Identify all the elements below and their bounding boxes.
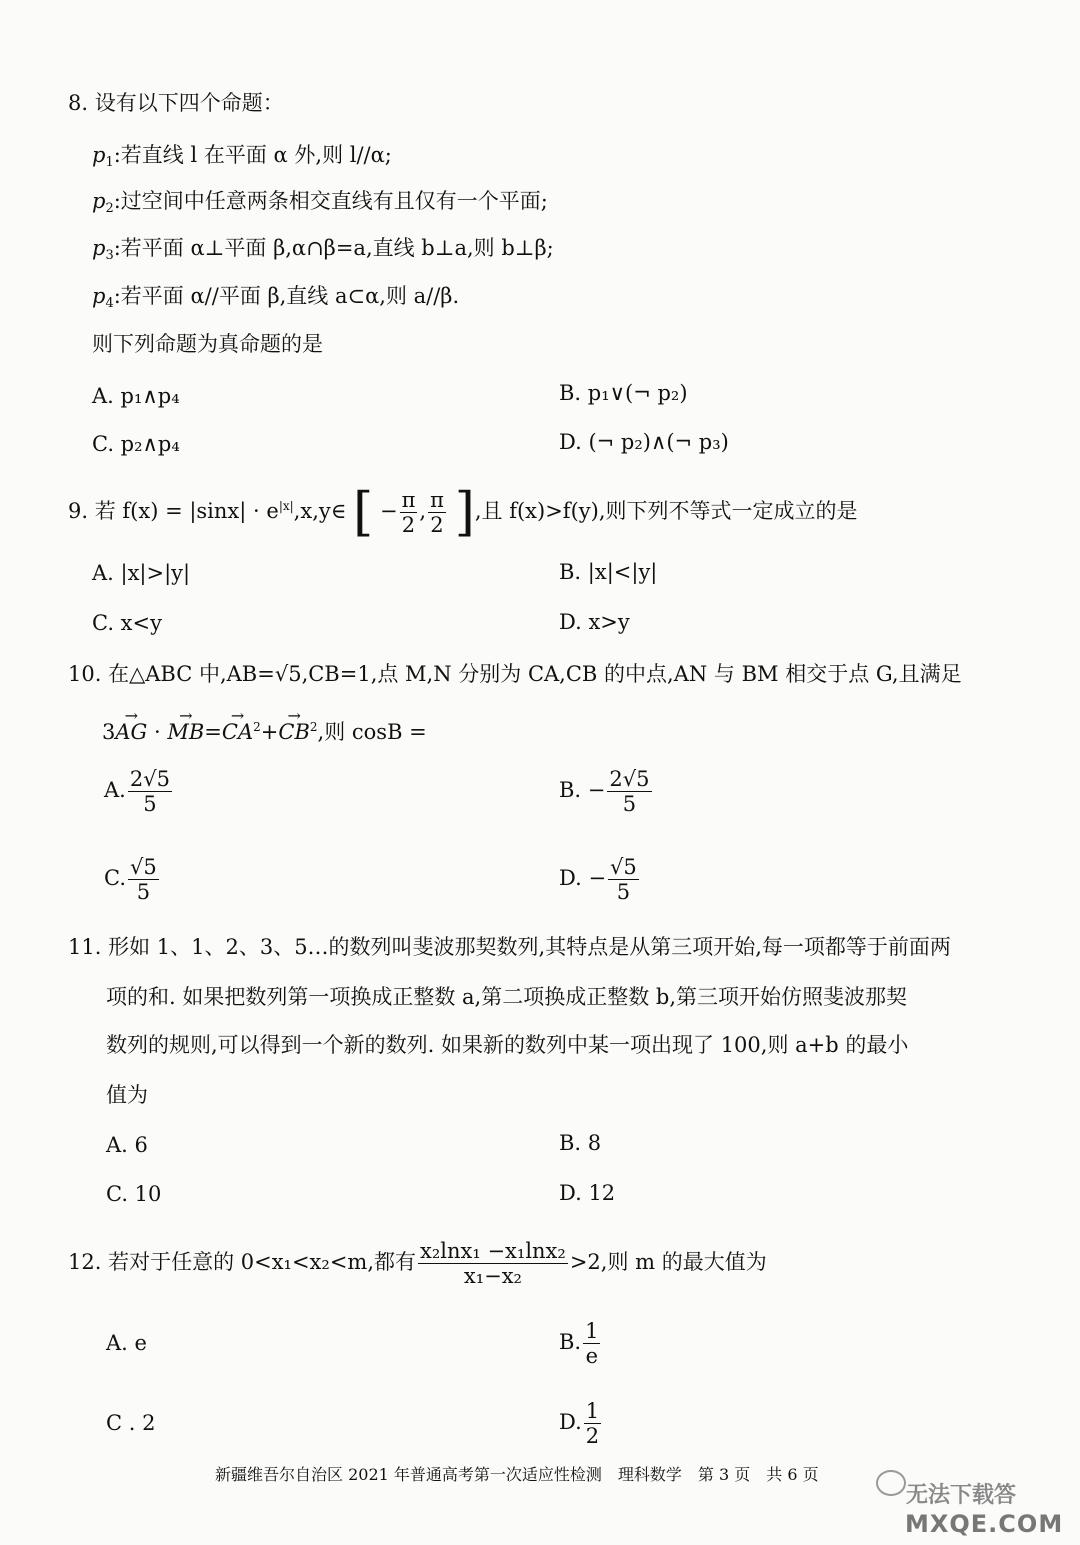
watermark-url: MXQE.COM [905,1510,1064,1538]
q11-line3: 数列的规则,可以得到一个新的数列. 如果新的数列中某一项出现了 100,则 a+b 的最小 [106,1033,909,1057]
q12-stem: 12. 若对于任意的 0<x₁<x₂<m,都有 $\frac{\text{x₂lnx₁ −x₁lnx₂}}{\text{x₁−x₂}}$ >2,则 m 的最大值为 [68,1239,767,1288]
q9-option-a: A. |x|>|y| [92,561,191,585]
q8-option-c: C. p₂∧p₄ [92,432,180,456]
q8-p4: $p_4$:若平面 α//平面 β,直线 a⊂α,则 a//β. [92,284,460,311]
frac-pi-2b: $\frac{\pi}{2}$ [430,488,444,537]
q11-option-a: A. 6 [106,1133,148,1157]
q12-fraction: $\frac{\text{x₂lnx₁ −x₁lnx₂}}{\text{x₁−x₂}}$ [420,1239,566,1288]
q8-option-d: D. (¬ p₂)∧(¬ p₃) [559,430,729,454]
q10-line1: 10. 在△ABC 中,AB=√5,CB=1,点 M,N 分别为 CA,CB 的中点,AN 与 BM 相交于点 G,且满足 [68,662,962,686]
q10-option-b: B. − $\frac{2√5}{5}$ [559,767,650,816]
q8-option-b: B. p₁∨(¬ p₂) [559,381,688,405]
q12-option-d: D. $\frac{1}{2}$ [559,1399,600,1448]
right-bracket: ] [454,482,475,543]
q8-ask: 则下列命题为真命题的是 [92,332,323,356]
q11-option-c: C. 10 [106,1182,162,1206]
q10-line2: 3→ AG · → $MB=\to CA^2+\to CB^2$,则 cosB = [102,712,427,747]
frac-pi-2: $\frac{\pi}{2}$ [401,488,416,537]
q8-p2: $p_2$:过空间中任意两条相交直线有且仅有一个平面; [92,189,548,216]
q12-option-a: A. e [106,1331,147,1355]
q10-option-c: C. $\frac{√5}{5}$ [104,855,157,904]
q8-p3: $p_3$:若平面 α⊥平面 β,α∩β=a,直线 b⊥a,则 b⊥β; [92,236,554,263]
q12-option-b: B. $\frac{1}{e}$ [559,1319,599,1368]
q9-option-c: C. x<y [92,611,162,635]
left-bracket: [ [352,482,374,543]
q11-line4: 值为 [106,1083,148,1107]
q11-line1: 11. 形如 1、1、2、3、5…的数列叫斐波那契数列,其特点是从第三项开始,每一项都等于前面两 [68,935,951,959]
watermark-icon [876,1470,906,1496]
q9-option-d: D. x>y [559,610,630,634]
q10-option-a: A. $\frac{2√5}{5}$ [104,767,170,816]
watermark-text: 无法下载答 [906,1482,1017,1508]
q12-option-c: C . 2 [106,1411,156,1435]
q11-option-b: B. 8 [559,1131,602,1155]
q10-option-d: D. − $\frac{√5}{5}$ [559,855,637,904]
q9-option-b: B. |x|<|y| [559,560,658,584]
q9-stem: 9. 若 $f(x) = |\sin x| \cdot e^{|x|},x,y\in$ [ − $\frac{\pi}{2}$ , $\frac{\pi}{2}$ ],且 f(x)>f(y),则下列不等式一定成立的是 [68,482,858,543]
q11-option-d: D. 12 [559,1181,616,1205]
q11-line2: 项的和. 如果把数列第一项换成正整数 a,第二项换成正整数 b,第三项开始仿照斐波那契 [106,985,908,1009]
q8-stem: 8. 设有以下四个命题： [68,91,284,115]
q8-p1: $p_1$:若直线 l 在平面 α 外,则 l//α; [92,143,392,170]
q8-option-a: A. p₁∧p₄ [92,384,180,408]
page-footer: 新疆维吾尔自治区 2021 年普通高考第一次适应性检测 理科数学 第 3 页 共 6 页 [215,1465,819,1484]
